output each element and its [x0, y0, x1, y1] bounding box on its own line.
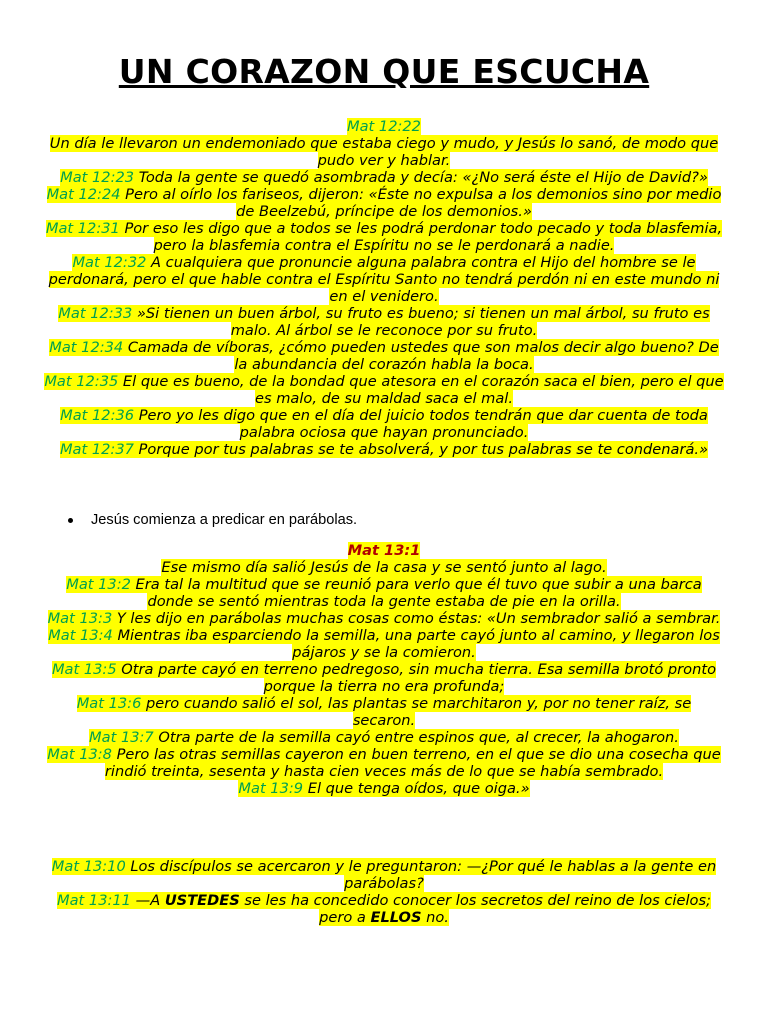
verse-ref: Mat 13:4: [48, 627, 113, 644]
verse-text: A cualquiera que pronuncie alguna palabra contra el Hijo del hombre se le perdonará, pero el que hable contra el Espíritu Santo no tendrá perdón ni en este mundo ni en el venidero.: [48, 254, 720, 305]
verse-ref: Mat 13:10: [51, 858, 126, 875]
verse-ref: Mat 13:9: [238, 780, 304, 797]
verse-heading: [44, 542, 724, 559]
verse-ref: Mat 12:31: [45, 220, 120, 237]
verse-text: Era tal la multitud que se reunió para verlo que él tuvo que subir a una barca donde se sentó mientras toda la gente estaba de pie en la orilla.: [130, 576, 702, 610]
verse-ref: Mat 12:34: [49, 339, 124, 356]
verse-paragraph: [44, 118, 724, 135]
verse-text: El que es bueno, de la bondad que atesora en el corazón saca el bien, pero el que es malo, de su maldad saca el mal.: [118, 373, 724, 407]
verse-text: Pero al oírlo los fariseos, dijeron: «Éste no expulsa a los demonios sino por medio de Beelzebú, príncipe de los demonios.»: [120, 186, 722, 220]
verse-paragraph: [44, 780, 724, 797]
verse-ref: Mat 12:37: [59, 441, 134, 458]
verse-text: Y les dijo en parábolas muchas cosas como éstas: «Un sembrador salió a sembrar.: [112, 610, 721, 627]
verse-ref: Mat 12:33: [58, 305, 133, 322]
verse-ref: Mat 12:22: [347, 118, 421, 135]
verse-text: Pero las otras semillas cayeron en buen terreno, en el que se dio una cosecha que rindió treinta, sesenta y hasta cien veces más de lo que se había sembrado.: [104, 746, 721, 780]
bullet-text: Jesús comienza a predicar en parábolas.: [91, 512, 358, 528]
verse-ref: Mat 12:23: [60, 169, 135, 186]
verse-text: no.: [421, 909, 449, 926]
verse-text: »Si tienen un buen árbol, su fruto es bueno; si tienen un mal árbol, su fruto es malo. Al árbol se le reconoce por su fruto.: [132, 305, 710, 339]
verse-paragraph: [44, 627, 724, 661]
verse-ref: Mat 12:32: [72, 254, 147, 271]
verse-ref: Mat 12:35: [44, 373, 119, 390]
verse-ref: Mat 13:6: [76, 695, 142, 712]
verse-text: se les ha concedido conocer los secretos del reino de los cielos; pero a: [239, 892, 711, 926]
verse-paragraph: [44, 661, 724, 695]
verse-paragraph: [44, 169, 724, 186]
verse-ref: Mat 13:2: [66, 576, 131, 593]
page-title: UN CORAZON QUE ESCUCHA: [118, 52, 650, 91]
verse-paragraph: [44, 135, 724, 169]
verse-paragraph: [44, 729, 724, 746]
verse-text: Mientras iba esparciendo la semilla, una parte cayó junto al camino, y llegaron los pájaros y se la comieron.: [112, 627, 720, 661]
verse-paragraph: [44, 339, 724, 373]
verse-paragraph: [44, 610, 724, 627]
verse-paragraph: [44, 441, 724, 458]
verse-text: Un día le llevaron un endemoniado que estaba ciego y mudo, y Jesús lo sanó, de modo que pudo ver y hablar.: [49, 135, 719, 169]
verse-text: Los discípulos se acercaron y le preguntaron: —¿Por qué le hablas a la gente en parábolas?: [125, 858, 717, 892]
verse-text: —A: [130, 892, 165, 909]
verse-text: Por eso les digo que a todos se les podrá perdonar todo pecado y toda blasfemia, pero la blasfemia contra el Espíritu no se le perdonará a nadie.: [119, 220, 723, 254]
verse-paragraph: [44, 305, 724, 339]
verse-paragraph: [44, 746, 724, 780]
verse-paragraph: [44, 858, 724, 892]
verses-block-mat-13: [44, 542, 724, 797]
bullet-item: [68, 512, 357, 528]
verse-ref: Mat 12:36: [60, 407, 135, 424]
verse-paragraph: [44, 695, 724, 729]
verse-ref: Mat 13:11: [57, 892, 131, 909]
verse-paragraph: [44, 373, 724, 407]
verse-text: Otra parte cayó en terreno pedregoso, sin mucha tierra. Esa semilla brotó pronto porque la tierra no era profunda;: [116, 661, 717, 695]
verse-ref: Mat 12:24: [46, 186, 121, 203]
verse-paragraph: [44, 892, 724, 926]
verse-ref: Mat 13:5: [51, 661, 117, 678]
verse-text: Pero yo les digo que en el día del juicio todos tendrán que dar cuenta de toda palabra ociosa que hayan pronunciado.: [134, 407, 708, 441]
verse-text: Camada de víboras, ¿cómo pueden ustedes que son malos decir algo bueno? De la abundancia del corazón habla la boca.: [123, 339, 719, 373]
verse-ref-heading: Mat 13:1: [347, 542, 421, 559]
verse-paragraph: [44, 559, 724, 576]
verse-ref: Mat 13:3: [47, 610, 113, 627]
verse-emphasis: ELLOS: [370, 909, 422, 926]
verse-text: Otra parte de la semilla cayó entre espinos que, al crecer, la ahogaron.: [153, 729, 679, 746]
verse-paragraph: [44, 407, 724, 441]
verse-paragraph: [44, 220, 724, 254]
verse-paragraph: [44, 254, 724, 305]
verse-text: pero cuando salió el sol, las plantas se marchitaron y, por no tener raíz, se secaron.: [141, 695, 692, 729]
verse-text: Toda la gente se quedó asombrada y decía: «¿No será éste el Hijo de David?»: [134, 169, 708, 186]
verse-text: Porque por tus palabras se te absolverá, y por tus palabras se te condenará.»: [133, 441, 709, 458]
verse-emphasis: USTEDES: [164, 892, 240, 909]
verses-block-mat-12: [44, 118, 724, 458]
verse-text: Ese mismo día salió Jesús de la casa y se sentó junto al lago.: [161, 559, 607, 576]
verse-paragraph: [44, 576, 724, 610]
verses-block-mat-13-10: [44, 858, 724, 926]
bullet-dot-icon: [68, 518, 73, 523]
verse-text: El que tenga oídos, que oiga.»: [303, 780, 530, 797]
verse-paragraph: [44, 186, 724, 220]
verse-ref: Mat 13:8: [47, 746, 112, 763]
verse-ref: Mat 13:7: [89, 729, 154, 746]
